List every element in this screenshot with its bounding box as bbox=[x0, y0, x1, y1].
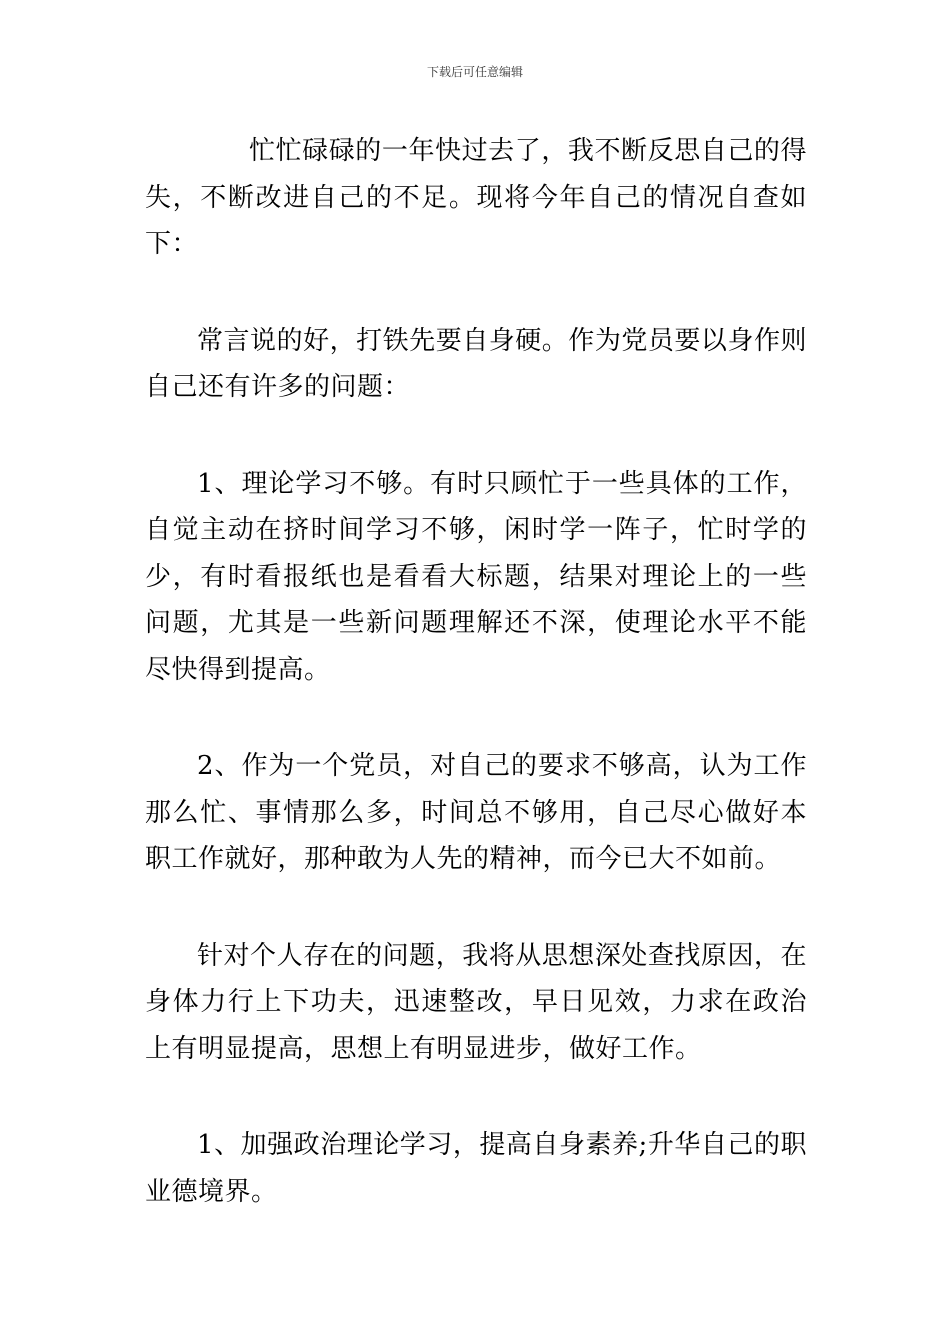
paragraph-remedy-1: 1、加强政治理论学习，提高自身素养;升华自己的职业德境界。 bbox=[145, 1130, 807, 1207]
paragraph-remedy-intro: 针对个人存在的问题，我将从思想深处查找原因，在身体力行上下功夫，迅速整改，早日见效，力求在政治上有明显提高，思想上有明显进步，做好工作。 bbox=[145, 940, 807, 1064]
paragraph-intro: 忙忙碌碌的一年快过去了，我不断反思自己的得失，不断改进自己的不足。现将今年自己的情况自查如下： bbox=[145, 136, 807, 259]
page-header-note: 下载后可任意编辑 bbox=[426, 65, 523, 79]
paragraph-problems-intro: 常言说的好，打铁先要自身硬。作为党员要以身作则自己还有许多的问题： bbox=[145, 325, 807, 402]
paragraph-problem-1: 1、理论学习不够。有时只顾忙于一些具体的工作，自觉主动在挤时间学习不够，闲时学一阵子，忙时学的少，有时看报纸也是看看大标题，结果对理论上的一些问题，尤其是一些新问题理解还不深，使理论水平不能尽快得到提高。 bbox=[145, 468, 807, 685]
paragraph-problem-2: 2、作为一个党员，对自己的要求不够高，认为工作那么忙、事情那么多，时间总不够用，自己尽心做好本职工作就好，那种敢为人先的精神，而今已大不如前。 bbox=[145, 751, 807, 874]
document-body bbox=[145, 128, 807, 1265]
